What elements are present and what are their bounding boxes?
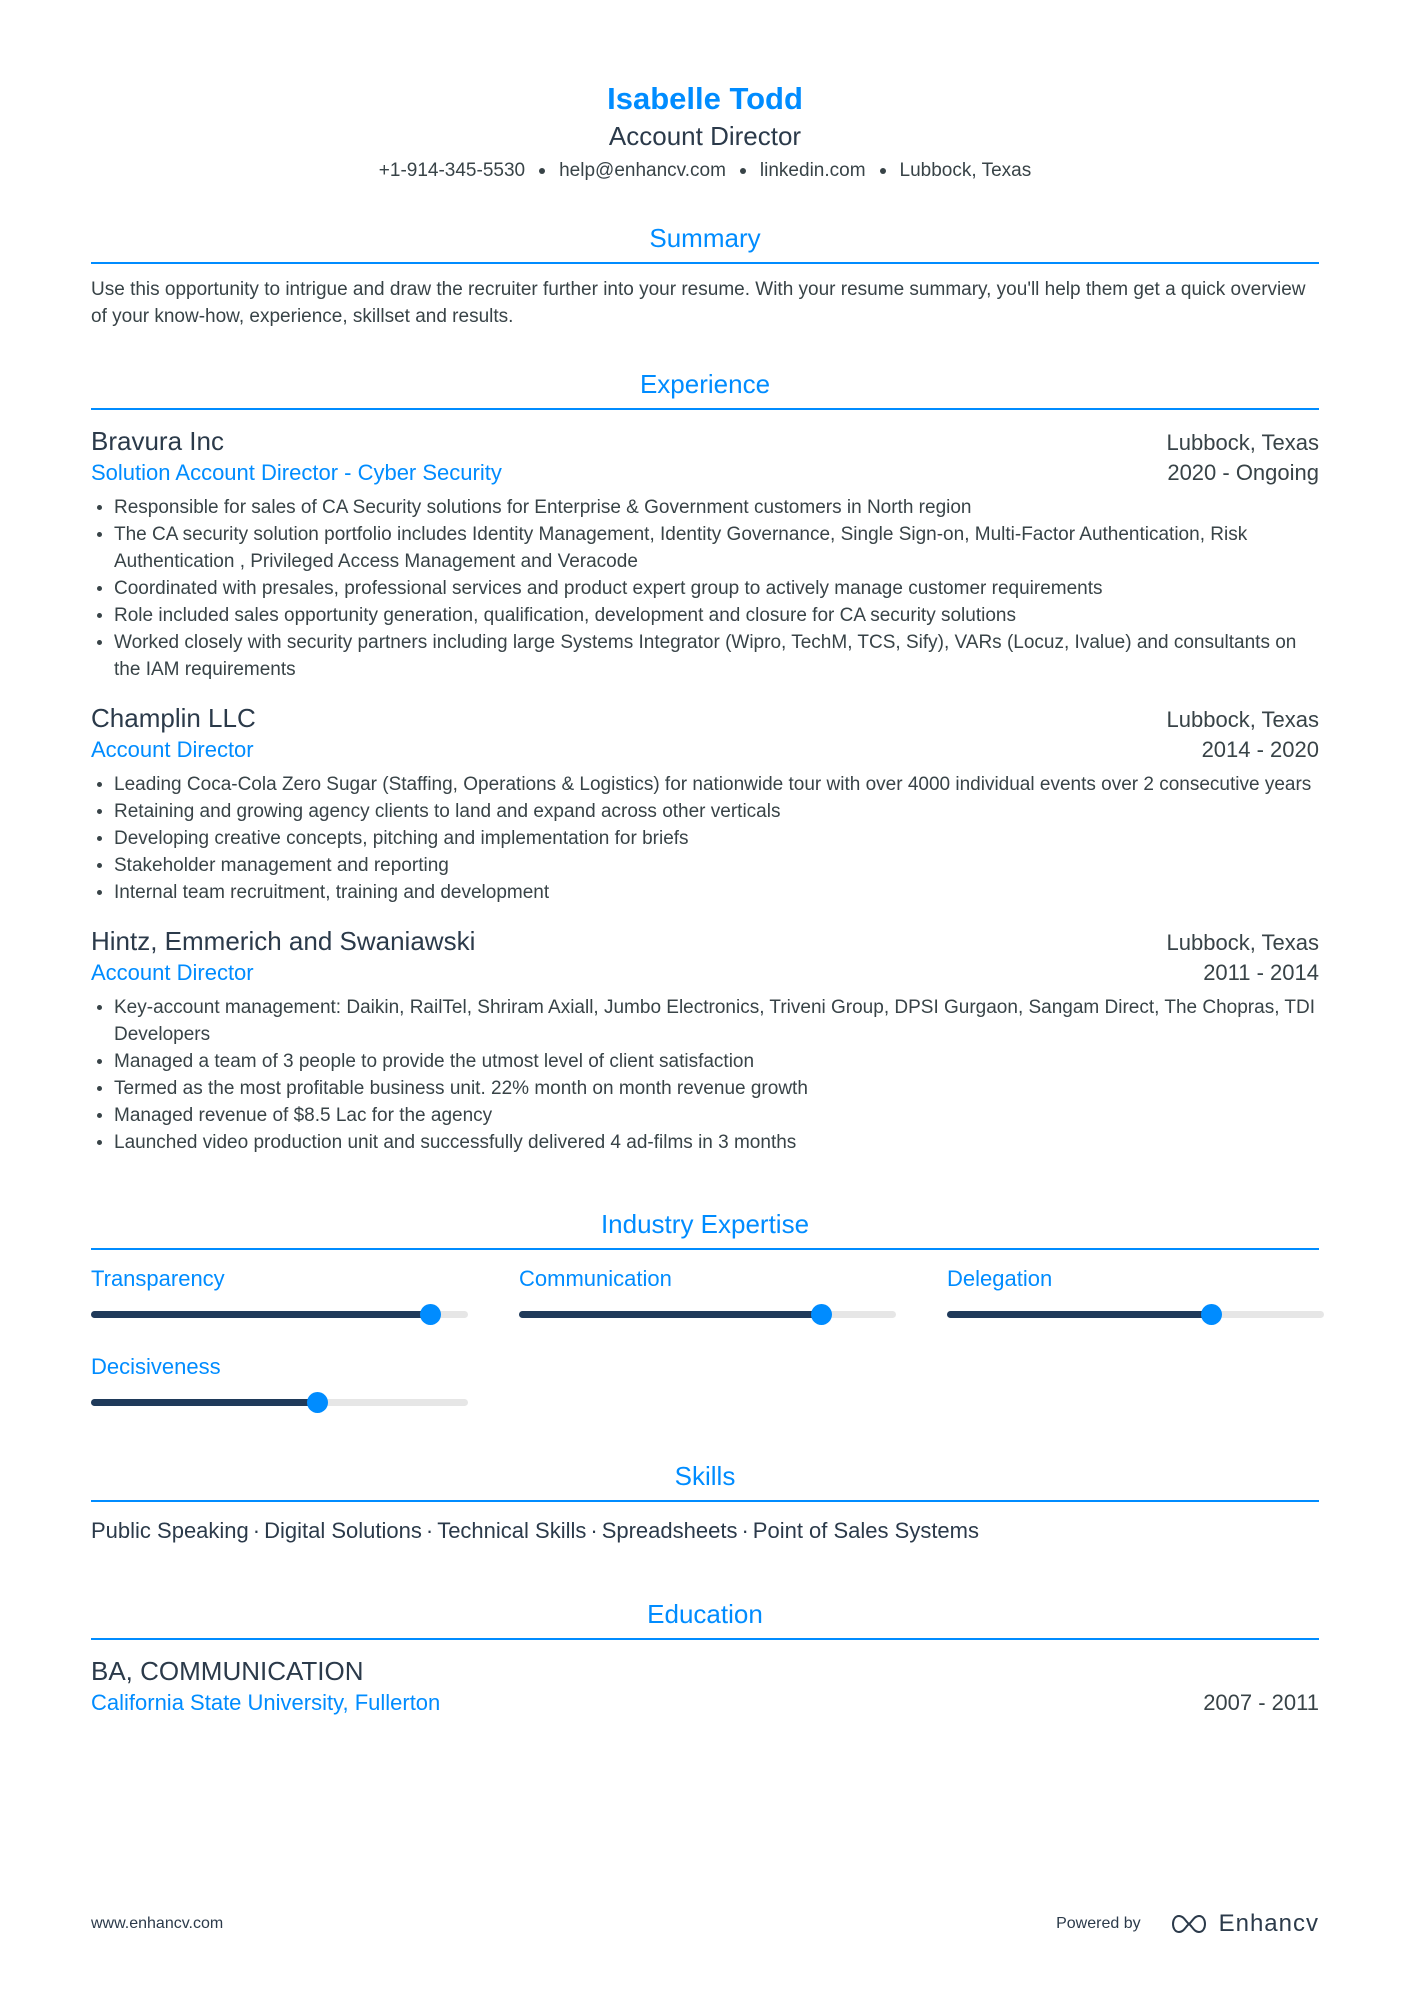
bullet-separator bbox=[539, 168, 545, 174]
expertise-item bbox=[91, 1352, 468, 1406]
skill-item: Digital Solutions bbox=[264, 1518, 422, 1543]
footer-branding bbox=[1056, 1910, 1319, 1938]
job-bullet: Key-account management: Daikin, RailTel, Shriram Axiall, Jumbo Electronics, Triveni Group, DPSI Gurgaon, Sangam Direct, The Chopras, TDI Developers bbox=[91, 994, 1319, 1048]
job-bullet: The CA security solution portfolio includes Identity Management, Identity Governance, Single Sign-on, Multi-Factor Authentication, Risk Authentication , Privileged Access Management and Veracode bbox=[91, 521, 1319, 575]
job-bullet: Stakeholder management and reporting bbox=[91, 852, 1319, 879]
section-title-skills: Skills bbox=[91, 1460, 1319, 1502]
job-title: Account Director bbox=[91, 960, 254, 985]
skills-section bbox=[91, 1460, 1319, 1546]
expertise-bar-knob bbox=[1201, 1304, 1222, 1325]
page-footer bbox=[91, 1910, 1319, 1938]
job-location: Lubbock, Texas bbox=[1166, 707, 1319, 732]
expertise-bar-knob bbox=[420, 1304, 441, 1325]
expertise-label: Delegation bbox=[947, 1266, 1053, 1291]
skill-item: Technical Skills bbox=[437, 1518, 587, 1543]
summary-section bbox=[91, 222, 1319, 330]
job-bullet: Leading Coca-Cola Zero Sugar (Staffing, Operations & Logistics) for nationwide tour with over 4000 individual events over 2 consecutive years bbox=[91, 771, 1319, 798]
job-entry bbox=[91, 701, 1319, 906]
location: Lubbock, Texas bbox=[899, 160, 1032, 181]
job-bullet: Role included sales opportunity generation, qualification, development and closure for CA security solutions bbox=[91, 602, 1319, 629]
expertise-item bbox=[947, 1264, 1324, 1318]
job-bullet: Managed revenue of $8.5 Lac for the agency bbox=[91, 1102, 1319, 1129]
job-location: Lubbock, Texas bbox=[1166, 430, 1319, 455]
job-bullet: Internal team recruitment, training and development bbox=[91, 879, 1319, 906]
powered-by-text: Powered by bbox=[1056, 1915, 1141, 1932]
job-bullets bbox=[91, 994, 1319, 1156]
expertise-label: Decisiveness bbox=[91, 1354, 221, 1379]
section-title-education: Education bbox=[91, 1598, 1319, 1640]
job-title: Account Director bbox=[91, 737, 254, 762]
job-bullet: Worked closely with security partners including large Systems Integrator (Wipro, TechM, TCS, Sify), VARs (Locuz, Ivalue) and consultants on the IAM requirements bbox=[91, 629, 1319, 683]
expertise-label: Communication bbox=[519, 1266, 672, 1291]
candidate-role: Account Director bbox=[608, 121, 802, 151]
job-bullet: Responsible for sales of CA Security solutions for Enterprise & Government customers in North region bbox=[91, 494, 1319, 521]
company-name: Bravura Inc bbox=[91, 426, 224, 456]
email[interactable]: help@enhancv.com bbox=[559, 160, 726, 181]
expertise-bar-knob bbox=[307, 1392, 328, 1413]
job-bullet: Launched video production unit and successfully delivered 4 ad-films in 3 months bbox=[91, 1129, 1319, 1156]
expertise-section bbox=[91, 1208, 1319, 1406]
expertise-bar-fill bbox=[519, 1311, 821, 1318]
job-entry bbox=[91, 924, 1319, 1156]
expertise-label: Transparency bbox=[91, 1266, 225, 1291]
skill-separator: · bbox=[425, 1518, 434, 1543]
skill-item: Point of Sales Systems bbox=[752, 1518, 979, 1543]
job-period: 2020 - Ongoing bbox=[1167, 460, 1319, 485]
expertise-bar-fill bbox=[947, 1311, 1211, 1318]
job-bullet: Managed a team of 3 people to provide the utmost level of client satisfaction bbox=[91, 1048, 1319, 1075]
footer-url[interactable]: www.enhancv.com bbox=[91, 1915, 224, 1932]
expertise-item bbox=[91, 1264, 468, 1318]
education-section bbox=[91, 1598, 1319, 1718]
linkedin[interactable]: linkedin.com bbox=[759, 160, 866, 181]
expertise-bar-fill bbox=[91, 1399, 317, 1406]
contact-line bbox=[91, 158, 1319, 184]
education-degree: BA, COMMUNICATION bbox=[91, 1656, 364, 1686]
skills-list bbox=[91, 1516, 1319, 1546]
expertise-bar bbox=[91, 1399, 468, 1406]
section-title-summary: Summary bbox=[91, 222, 1319, 264]
job-entry bbox=[91, 424, 1319, 683]
phone: +1-914-345-5530 bbox=[378, 160, 526, 181]
job-period: 2011 - 2014 bbox=[1203, 960, 1319, 985]
skill-separator: · bbox=[741, 1518, 749, 1543]
section-title-expertise: Industry Expertise bbox=[91, 1208, 1319, 1250]
bullet-separator bbox=[740, 168, 746, 174]
job-location: Lubbock, Texas bbox=[1166, 930, 1319, 955]
skill-item: Public Speaking bbox=[91, 1518, 249, 1543]
expertise-bar bbox=[519, 1311, 896, 1318]
brand-name: Enhancv bbox=[1218, 1910, 1319, 1937]
resume-header bbox=[91, 0, 1319, 184]
job-bullet: Developing creative concepts, pitching and implementation for briefs bbox=[91, 825, 1319, 852]
expertise-bar bbox=[91, 1311, 468, 1318]
experience-section bbox=[91, 368, 1319, 1156]
bullet-separator bbox=[880, 168, 886, 174]
skill-item: Spreadsheets bbox=[601, 1518, 738, 1543]
expertise-item bbox=[519, 1264, 896, 1318]
job-bullets bbox=[91, 771, 1319, 906]
section-title-experience: Experience bbox=[91, 368, 1319, 410]
job-bullet: Retaining and growing agency clients to land and expand across other verticals bbox=[91, 798, 1319, 825]
job-period: 2014 - 2020 bbox=[1201, 737, 1319, 762]
education-period: 2007 - 2011 bbox=[1203, 1690, 1319, 1715]
skill-separator: · bbox=[590, 1518, 598, 1543]
job-bullet: Coordinated with presales, professional services and product expert group to actively manage customer requirements bbox=[91, 575, 1319, 602]
education-school: California State University, Fullerton bbox=[91, 1690, 441, 1715]
job-bullets bbox=[91, 494, 1319, 683]
summary-text: Use this opportunity to intrigue and draw the recruiter further into your resume. With your resume summary, you'll help them get a quick overview of your know-how, experience, skillset and results. bbox=[91, 279, 1306, 327]
company-name: Hintz, Emmerich and Swaniawski bbox=[91, 926, 476, 956]
expertise-bar bbox=[947, 1311, 1324, 1318]
expertise-bar-fill bbox=[91, 1311, 430, 1318]
job-title: Solution Account Director - Cyber Security bbox=[91, 460, 502, 485]
candidate-name: Isabelle Todd bbox=[607, 81, 803, 116]
skill-separator: · bbox=[252, 1518, 261, 1543]
expertise-bar-knob bbox=[811, 1304, 832, 1325]
enhancv-logo-icon bbox=[1167, 1912, 1211, 1936]
job-bullet: Termed as the most profitable business unit. 22% month on month revenue growth bbox=[91, 1075, 1319, 1102]
company-name: Champlin LLC bbox=[91, 703, 256, 733]
expertise-grid bbox=[91, 1264, 1319, 1406]
